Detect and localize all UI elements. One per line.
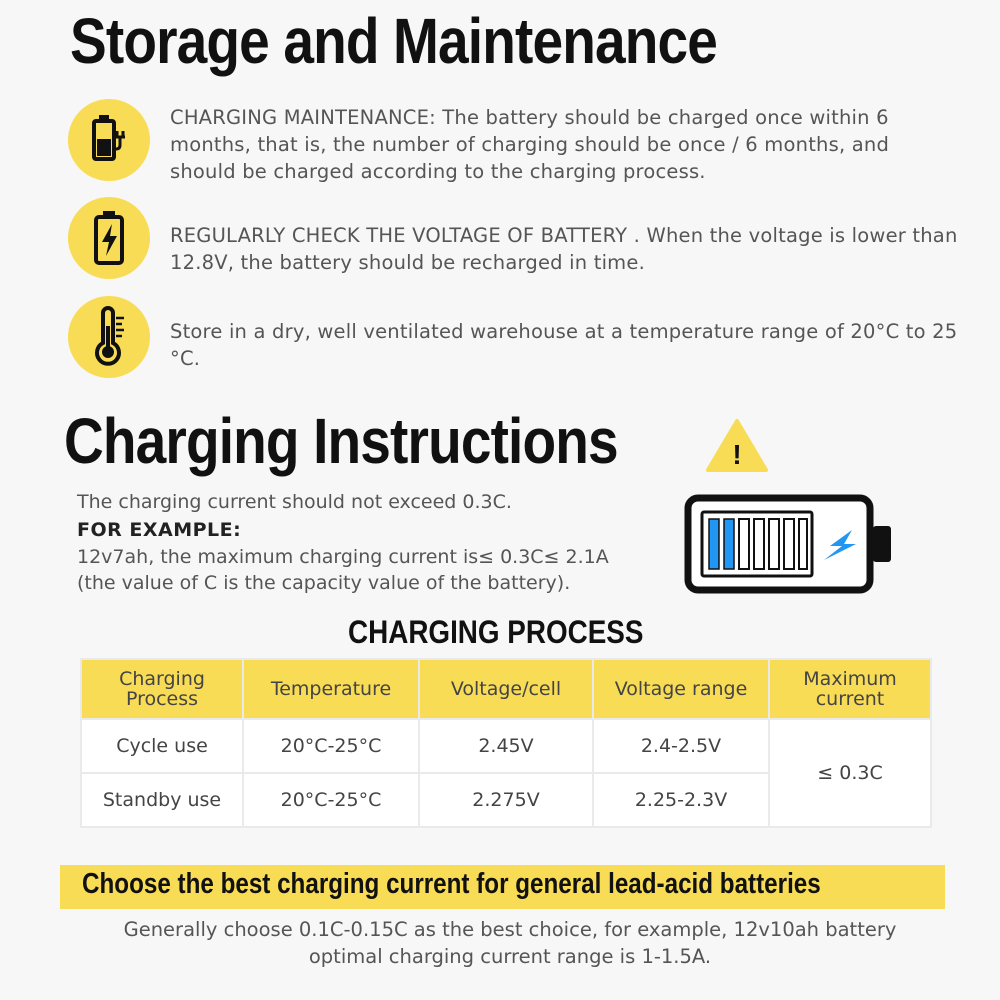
- cell-temperature: 20°C-25°C: [243, 773, 419, 827]
- current-limit-text: The charging current should not exceed 0.3C.: [77, 491, 512, 513]
- charging-process-title: CHARGING PROCESS: [348, 614, 644, 650]
- best-current-text: Generally choose 0.1C-0.15C as the best choice, for example, 12v10ah battery optimal charging current range is 1-1.5A.: [123, 918, 897, 968]
- svg-text:!: !: [732, 439, 742, 470]
- cell-voltage-range: 2.4-2.5V: [593, 719, 769, 773]
- charging-example-block: [77, 488, 609, 596]
- header-voltage-range: Voltage range: [593, 659, 769, 719]
- warning-icon: [705, 418, 769, 478]
- maintenance-text: CHARGING MAINTENANCE: The battery should be charged once within 6 months, that is, the number of charging should be once / 6 months, and should be charged according to the charging process.: [170, 106, 890, 183]
- cell-process: Standby use: [81, 773, 243, 827]
- cell-max-current: ≤ 0.3C: [769, 719, 931, 827]
- table-header-row: [81, 659, 931, 719]
- cell-voltage-range: 2.25-2.3V: [593, 773, 769, 827]
- charging-process-table: [80, 658, 932, 828]
- table-row: [81, 719, 931, 773]
- storage-temp-text: Store in a dry, well ventilated warehouse at a temperature range of 20°C to 25 °C.: [170, 320, 958, 370]
- header-temperature: Temperature: [243, 659, 419, 719]
- battery-plug-icon: [68, 99, 150, 181]
- charging-heading: Charging Instructions: [64, 405, 618, 477]
- cell-voltage-cell: 2.45V: [419, 719, 593, 773]
- voltage-check-text: REGULARLY CHECK THE VOLTAGE OF BATTERY . When the voltage is lower than 12.8V, the battery should be recharged in time.: [170, 224, 958, 274]
- header-maximum-current: Maximum current: [769, 659, 931, 719]
- header-voltage-cell: Voltage/cell: [419, 659, 593, 719]
- storage-heading: Storage and Maintenance: [70, 5, 717, 77]
- best-current-title: Choose the best charging current for general lead-acid batteries: [82, 868, 821, 900]
- example-line: 12v7ah, the maximum charging current is≤ 0.3C≤ 2.1A: [77, 546, 609, 568]
- example-label: FOR EXAMPLE:: [77, 519, 242, 541]
- capacity-note: (the value of C is the capacity value of the battery).: [77, 572, 571, 594]
- cell-voltage-cell: 2.275V: [419, 773, 593, 827]
- charging-battery-icon: [684, 494, 896, 598]
- thermometer-icon: [68, 296, 150, 378]
- header-charging-process: Charging Process: [81, 659, 243, 719]
- cell-temperature: 20°C-25°C: [243, 719, 419, 773]
- cell-process: Cycle use: [81, 719, 243, 773]
- battery-bolt-icon: [68, 197, 150, 279]
